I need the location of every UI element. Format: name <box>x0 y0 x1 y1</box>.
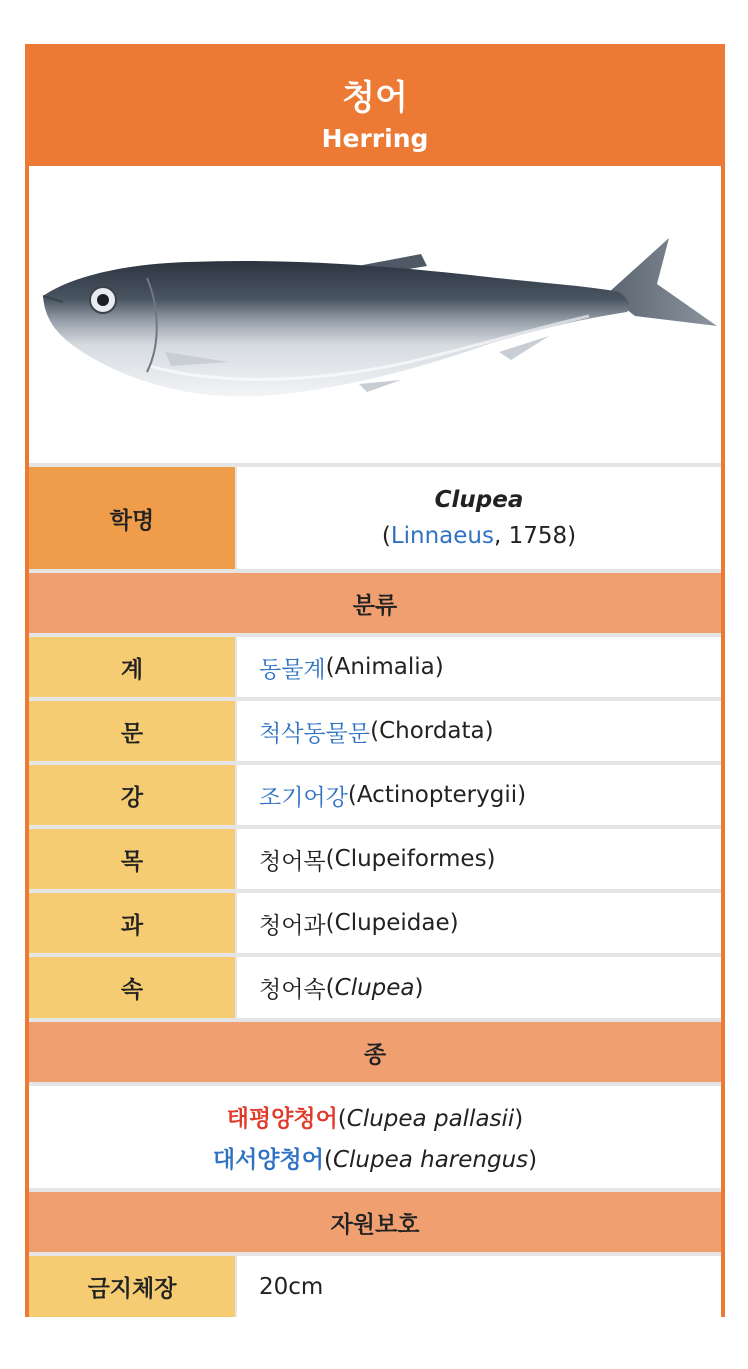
taxon-row-phylum <box>29 701 721 761</box>
taxon-rank-label: 강 <box>29 765 235 825</box>
infobox <box>25 44 725 1317</box>
conservation-row <box>29 1256 721 1317</box>
taxon-value <box>237 637 721 697</box>
species-link-atlantic-herring[interactable]: 대서양청어 <box>212 1147 324 1173</box>
species-paren: ) <box>528 1147 538 1173</box>
taxon-row-order <box>29 829 721 889</box>
scientific-name-label: 학명 <box>29 467 235 569</box>
taxon-rank-label: 문 <box>29 701 235 761</box>
species-link-pacific-herring[interactable]: 태평양청어 <box>226 1106 338 1132</box>
taxon-value <box>237 829 721 889</box>
species-item-pacific <box>227 1100 524 1133</box>
species-latin: Clupea pallasii <box>346 1106 515 1132</box>
authority-paren: ( <box>381 523 391 549</box>
species-list <box>29 1086 721 1188</box>
species-item-atlantic <box>213 1141 537 1174</box>
taxon-link-actinopterygii[interactable]: 조기어강 <box>259 784 348 811</box>
infobox-header <box>29 48 721 166</box>
taxon-rank-label: 과 <box>29 893 235 953</box>
classification-section-header: 분류 <box>29 573 721 633</box>
taxon-latin: (Clupeidae) <box>325 910 459 936</box>
taxon-rank-label: 목 <box>29 829 235 889</box>
taxon-latin: (Clupeiformes) <box>325 846 496 872</box>
authority-year: , 1758) <box>494 523 577 549</box>
title-english: Herring <box>321 124 429 153</box>
authority-link-linnaeus[interactable]: Linnaeus <box>390 523 494 549</box>
authority-line <box>382 523 576 549</box>
herring-fish-illustration <box>29 166 721 463</box>
scientific-name-value <box>237 467 721 569</box>
taxon-row-genus <box>29 957 721 1018</box>
taxon-rank-label: 속 <box>29 957 235 1018</box>
minimum-size-value: 20cm <box>237 1256 721 1317</box>
taxon-value <box>237 893 721 953</box>
species-paren: ( <box>323 1147 333 1173</box>
taxon-link-animalia[interactable]: 동물계 <box>259 656 326 683</box>
taxon-row-class <box>29 765 721 825</box>
taxon-latin-italic: Clupea <box>334 974 415 1001</box>
taxon-value <box>237 957 721 1018</box>
taxon-latin-close: ) <box>414 974 424 1001</box>
species-latin: Clupea harengus <box>332 1147 529 1173</box>
minimum-size-label: 금지체장 <box>29 1256 235 1317</box>
herring-image <box>29 166 721 463</box>
conservation-section-header: 자원보호 <box>29 1192 721 1252</box>
taxon-latin: (Animalia) <box>325 654 444 680</box>
taxon-link-chordata[interactable]: 척삭동물문 <box>259 720 371 747</box>
taxon-row-kingdom <box>29 637 721 697</box>
taxon-row-family <box>29 893 721 953</box>
taxon-value <box>237 701 721 761</box>
taxon-latin-open: ( <box>325 974 335 1001</box>
taxon-rank-label: 계 <box>29 637 235 697</box>
taxon-korean: 청어속 <box>259 977 326 1003</box>
taxon-korean: 청어목 <box>259 848 326 875</box>
taxon-korean: 청어과 <box>259 912 326 939</box>
species-section-header: 종 <box>29 1022 721 1082</box>
title-korean: 청어 <box>342 78 408 118</box>
taxon-latin: (Actinopterygii) <box>347 782 527 808</box>
taxon-value <box>237 765 721 825</box>
genus-name: Clupea <box>434 487 524 513</box>
scientific-name-row <box>29 467 721 569</box>
species-paren: ) <box>514 1106 524 1132</box>
taxon-latin: (Chordata) <box>370 718 494 744</box>
species-paren: ( <box>337 1106 347 1132</box>
